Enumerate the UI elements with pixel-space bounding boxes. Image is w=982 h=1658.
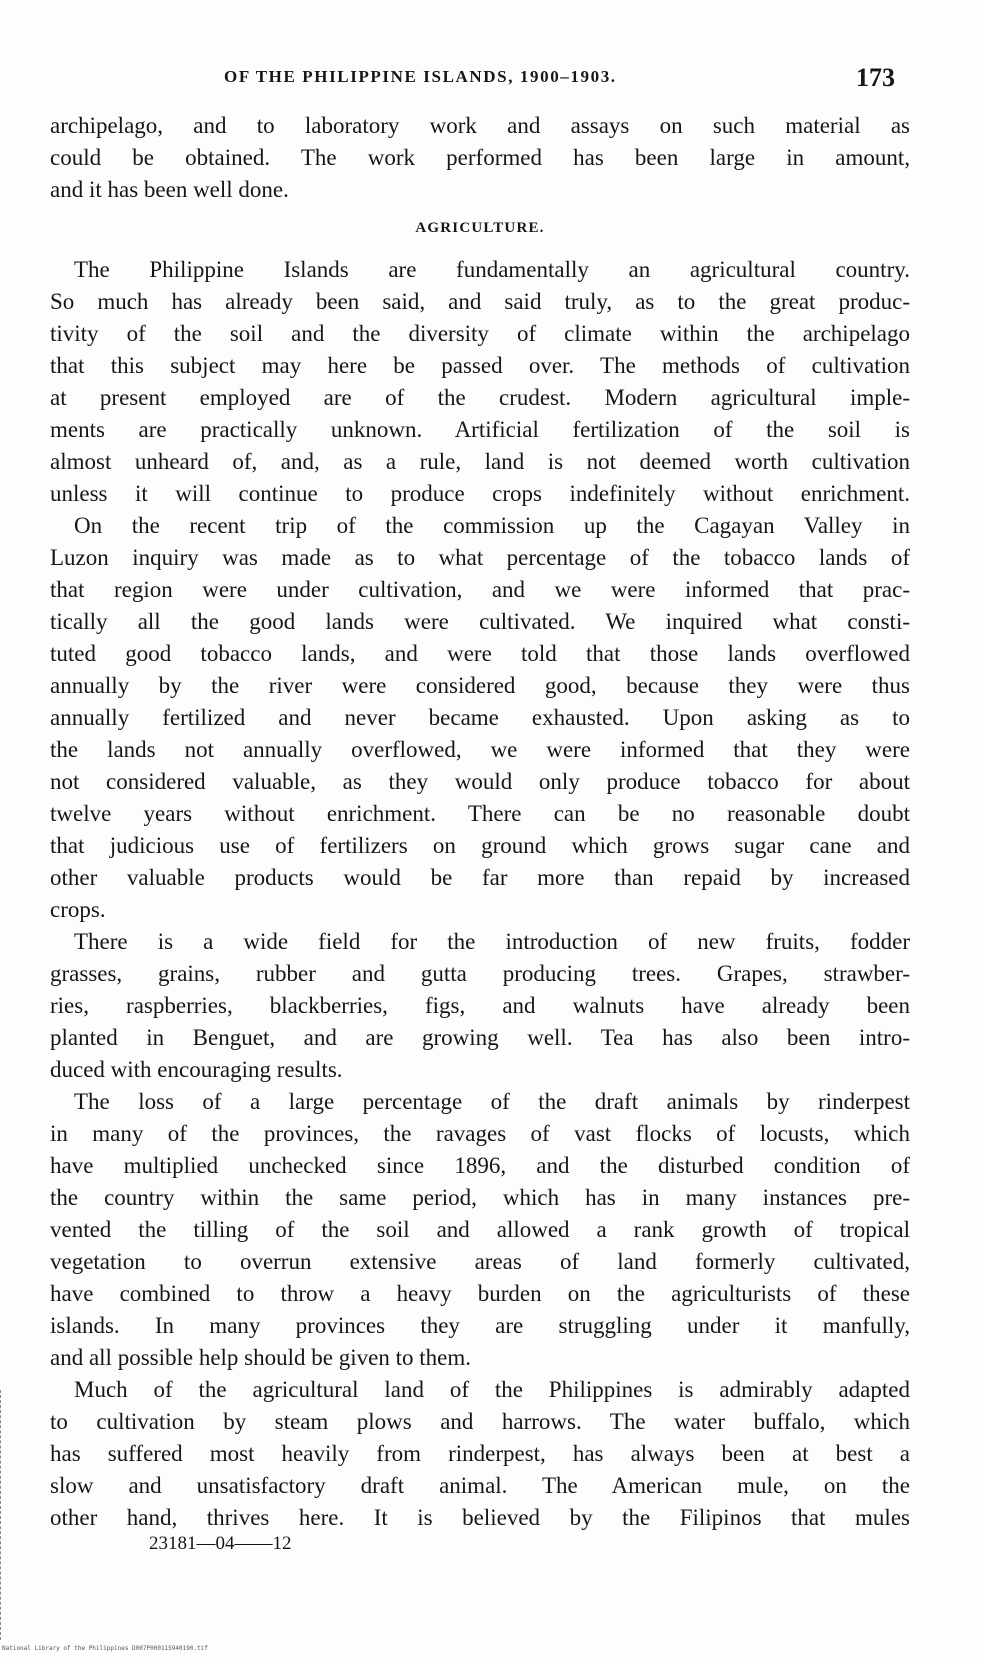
text-line: annually by the river were considered good, because they were thus: [50, 673, 910, 698]
scan-credit: National Library of the Philippines D007P000115940190.tif: [2, 1645, 208, 1652]
text-line: Luzon inquiry was made as to what percentage of the tobacco lands of: [50, 545, 910, 570]
text-line: ments are practically unknown. Artificial fertilization of the soil is: [50, 417, 910, 442]
text-line: the lands not annually overflowed, we were informed that they were: [50, 737, 910, 762]
text-line: that this subject may here be passed over. The methods of cultivation: [50, 353, 910, 378]
text-line: tuted good tobacco lands, and were told that those lands overflowed: [50, 641, 910, 666]
text-line: other hand, thrives here. It is believed by the Filipinos that mules: [50, 1505, 910, 1530]
text-line: duced with encouraging results.: [50, 1057, 343, 1082]
text-line: that judicious use of fertilizers on ground which grows sugar cane and: [50, 833, 910, 858]
text-line: twelve years without enrichment. There can be no reasonable doubt: [50, 801, 910, 826]
scan-edge-mark: [0, 1390, 5, 1640]
text-line: in many of the provinces, the ravages of vast flocks of locusts, which: [50, 1121, 910, 1146]
page-number: 173: [856, 63, 895, 92]
text-line: that region were under cultivation, and we were informed that prac-: [50, 577, 910, 602]
text-line: other valuable products would be far more than repaid by increased: [50, 865, 910, 890]
text-line: and it has been well done.: [50, 177, 289, 202]
text-line: has suffered most heavily from rinderpest, has always been at best a: [50, 1441, 910, 1466]
text-line: slow and unsatisfactory draft animal. The American mule, on the: [50, 1473, 910, 1498]
text-line: vented the tilling of the soil and allowed a rank growth of tropical: [50, 1217, 910, 1242]
printer-signature-mark: 23181—04——12: [149, 1533, 292, 1554]
text-line: planted in Benguet, and are growing well. Tea has also been intro-: [50, 1025, 910, 1050]
text-line: tically all the good lands were cultivated. We inquired what consti-: [50, 609, 910, 634]
text-line: to cultivation by steam plows and harrows. The water buffalo, which: [50, 1409, 910, 1434]
text-line: On the recent trip of the commission up the Cagayan Valley in: [74, 513, 910, 538]
text-line: at present employed are of the crudest. Modern agricultural imple-: [50, 385, 910, 410]
text-line: The loss of a large percentage of the draft animals by rinderpest: [74, 1089, 910, 1114]
text-line: There is a wide field for the introduction of new fruits, fodder: [74, 929, 910, 954]
text-line: crops.: [50, 897, 106, 922]
text-line: and all possible help should be given to them.: [50, 1345, 471, 1370]
text-line: could be obtained. The work performed has been large in amount,: [50, 145, 910, 170]
text-line: the country within the same period, which has in many instances pre-: [50, 1185, 910, 1210]
text-line: have multiplied unchecked since 1896, and the disturbed condition of: [50, 1153, 910, 1178]
text-line: archipelago, and to laboratory work and assays on such material as: [50, 113, 910, 138]
text-line: vegetation to overrun extensive areas of land formerly cultivated,: [50, 1249, 910, 1274]
text-line: tivity of the soil and the diversity of climate within the archipelago: [50, 321, 910, 346]
text-line: not considered valuable, as they would only produce tobacco for about: [50, 769, 910, 794]
text-line: have combined to throw a heavy burden on the agriculturists of these: [50, 1281, 910, 1306]
running-title: OF THE PHILIPPINE ISLANDS, 1900–1903.: [224, 67, 617, 86]
body-text: [50, 110, 910, 1534]
text-line: Much of the agricultural land of the Philippines is admirably adapted: [74, 1377, 910, 1402]
text-line: ries, raspberries, blackberries, figs, and walnuts have already been: [50, 993, 910, 1018]
text-line: So much has already been said, and said truly, as to the great produc-: [50, 289, 910, 314]
running-header: [0, 63, 982, 93]
text-line: unless it will continue to produce crops indefinitely without enrichment.: [50, 481, 910, 506]
section-heading: AGRICULTURE.: [415, 220, 545, 236]
text-line: The Philippine Islands are fundamentally an agricultural country.: [74, 257, 910, 282]
text-line: grasses, grains, rubber and gutta producing trees. Grapes, strawber-: [50, 961, 910, 986]
text-line: islands. In many provinces they are struggling under it manfully,: [50, 1313, 910, 1338]
text-line: annually fertilized and never became exhausted. Upon asking as to: [50, 705, 910, 730]
text-line: almost unheard of, and, as a rule, land is not deemed worth cultivation: [50, 449, 910, 474]
